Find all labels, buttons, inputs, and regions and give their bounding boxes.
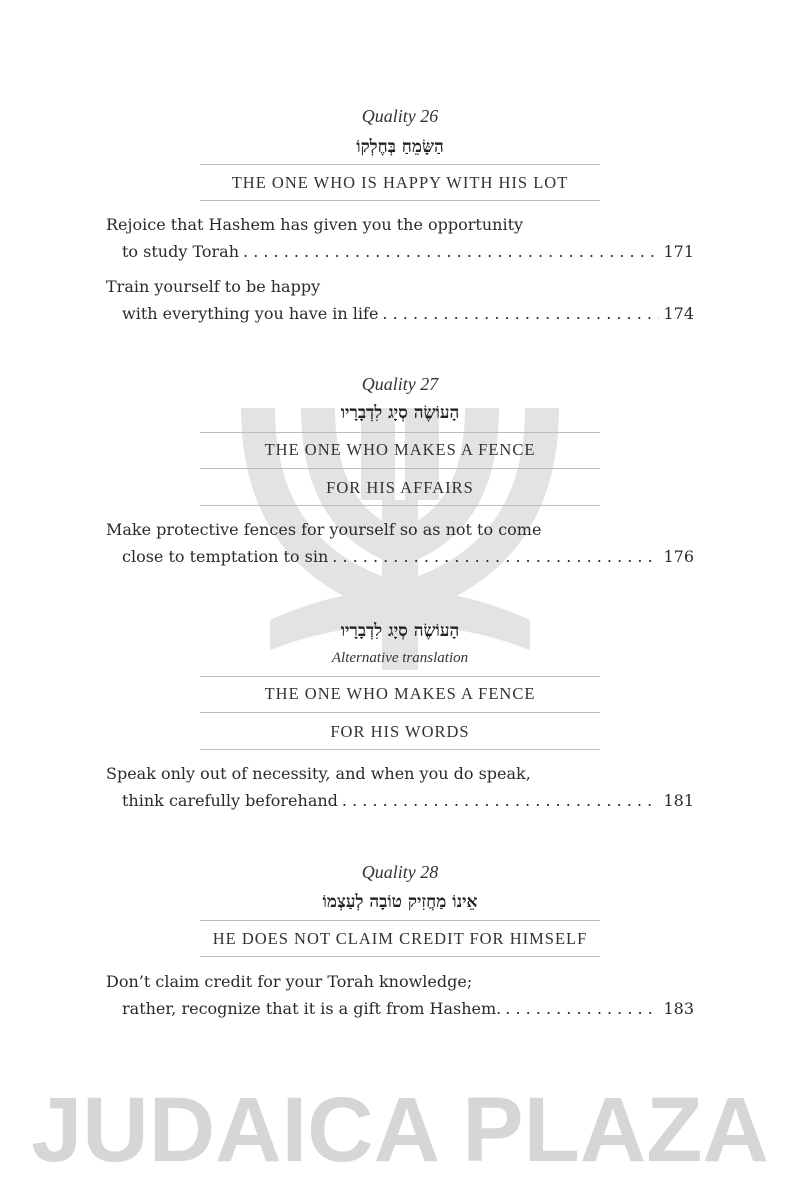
entry-text: Rejoice that Hashem has given you the opportunity	[106, 215, 524, 234]
leader-dots	[505, 995, 659, 1022]
page-number: 174	[663, 304, 694, 323]
divider	[200, 956, 600, 957]
section-title: HE DOES NOT CLAIM CREDIT FOR HIMSELF	[212, 929, 588, 948]
section-title: FOR HIS AFFAIRS	[326, 478, 474, 497]
toc-entry[interactable]	[106, 273, 694, 327]
leader-dots	[342, 787, 660, 814]
hebrew-title: הָעוֹשֶׂה סְיָג לִדְבָרָיו	[340, 621, 460, 641]
entry-text: to study Torah	[122, 242, 240, 261]
entry-text: rather, recognize that it is a gift from Hashem.	[122, 999, 502, 1018]
divider	[200, 676, 600, 677]
section-title: THE ONE WHO IS HAPPY WITH HIS LOT	[231, 173, 569, 192]
entry-text: think carefully beforehand	[122, 791, 338, 810]
watermark-text: JUDAICA PLAZA	[31, 1079, 769, 1181]
divider	[200, 468, 600, 469]
divider	[200, 200, 600, 201]
section-title: FOR HIS WORDS	[330, 722, 470, 741]
entry-text: Speak only out of necessity, and when you do speak,	[106, 764, 531, 783]
page-number: 183	[663, 999, 694, 1018]
divider	[200, 712, 600, 713]
hebrew-title: הַשָּׂמֵחַ בְּחֶלְקוֹ	[356, 137, 444, 157]
leader-dots	[332, 543, 659, 570]
leader-dots	[243, 238, 659, 265]
entry-text: Don’t claim credit for your Torah knowledge;	[106, 972, 473, 991]
divider	[200, 432, 600, 433]
toc-entry[interactable]	[106, 516, 694, 570]
page-number: 181	[663, 791, 694, 810]
divider	[200, 920, 600, 921]
toc-entry[interactable]	[106, 211, 694, 265]
quality-number: Quality 26	[361, 106, 439, 126]
alternative-translation-label: Alternative translation	[331, 650, 469, 666]
hebrew-title: הָעוֹשֶׂה סְיָג לִדְבָרָיו	[340, 403, 460, 423]
quality-number: Quality 28	[361, 862, 439, 882]
page-number: 176	[663, 547, 694, 566]
hebrew-title: אֵינוֹ מַחֲזִיק טוֹבָה לְעַצְמוֹ	[322, 892, 478, 912]
toc-entry[interactable]	[106, 968, 694, 1022]
section-title: THE ONE WHO MAKES A FENCE	[264, 684, 536, 703]
quality-number: Quality 27	[361, 374, 439, 394]
toc-entry[interactable]	[106, 760, 694, 814]
divider	[200, 749, 600, 750]
divider	[200, 505, 600, 506]
page-number: 171	[663, 242, 694, 261]
leader-dots	[382, 300, 659, 327]
entry-text: close to temptation to sin	[122, 547, 329, 566]
entry-text: with everything you have in life	[122, 304, 379, 323]
entry-text: Make protective fences for yourself so as not to come	[106, 520, 542, 539]
entry-text: Train yourself to be happy	[106, 277, 321, 296]
divider	[200, 164, 600, 165]
section-title: THE ONE WHO MAKES A FENCE	[264, 440, 536, 459]
